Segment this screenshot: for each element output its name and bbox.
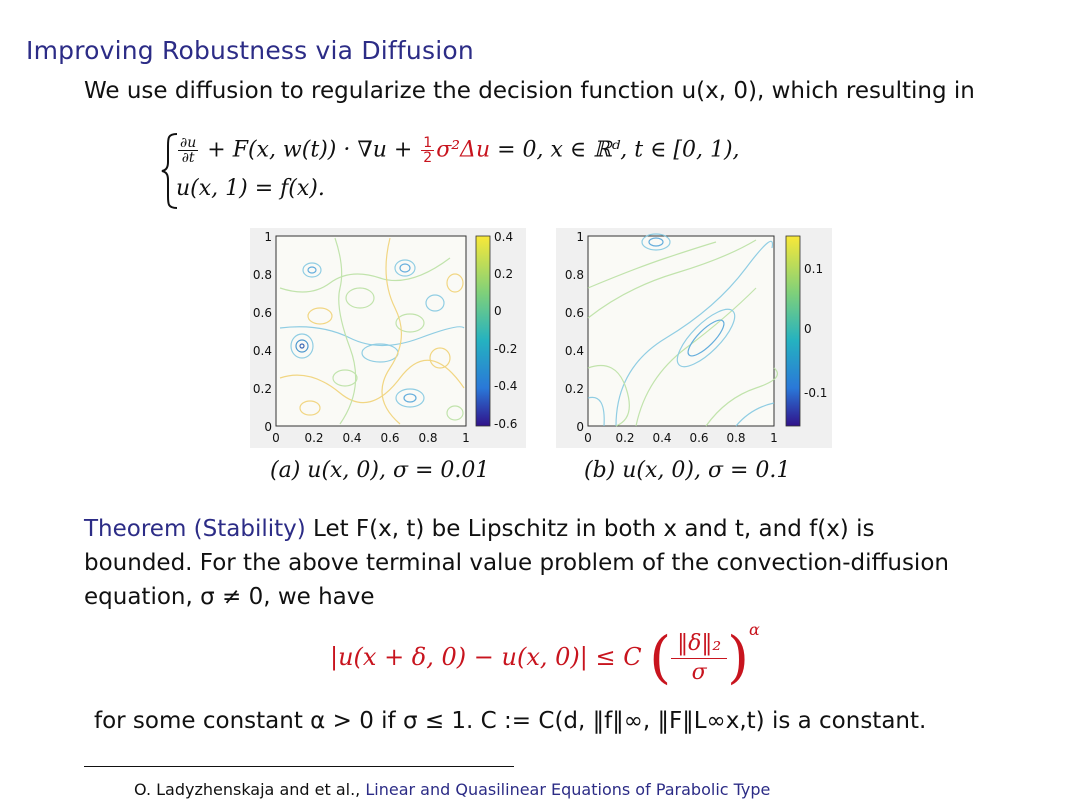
x-tick-b: 0.2 xyxy=(615,431,635,445)
caption-b: (b) u(x, 0), σ = 0.1 xyxy=(584,458,791,483)
y-tick-a: 0 xyxy=(264,420,272,434)
y-tick-a: 1 xyxy=(264,230,272,244)
y-tick-a: 0.4 xyxy=(252,344,272,358)
inequality-fraction xyxy=(671,630,727,687)
x-tick-a: 0 xyxy=(272,431,280,445)
pde-diffusion-term: σ²Δu xyxy=(436,137,491,163)
colorbar-a-tick: 0.4 xyxy=(494,230,514,244)
y-tick-b: 0 xyxy=(576,420,584,434)
x-tick-b: 0.8 xyxy=(726,431,746,445)
y-tick-b: 0.4 xyxy=(564,344,584,358)
colorbar-a-tick: -0.6 xyxy=(494,417,518,431)
inequality-numerator: ‖δ‖₂ xyxy=(671,630,727,659)
footnote xyxy=(134,780,770,799)
x-tick-a: 1 xyxy=(462,431,470,445)
contour-plot-a xyxy=(250,228,526,448)
inequality-denominator: σ xyxy=(691,659,707,685)
theorem-block xyxy=(84,512,984,614)
x-tick-a: 0.4 xyxy=(342,431,362,445)
half-fraction: $\frac{1}{2}$ xyxy=(423,135,433,166)
intro-text: We use diffusion to regularize the decision function u(x, 0), which resulting in xyxy=(84,78,975,104)
right-paren: ) xyxy=(727,625,750,691)
colorbar-b-tick: -0.1 xyxy=(804,386,828,400)
x-tick-b: 0.6 xyxy=(689,431,709,445)
pde-line-2: u(x, 1) = f(x). xyxy=(176,176,325,201)
inequality-exponent: α xyxy=(749,620,760,639)
pde-line-1-rhs: = 0, x ∈ ℝᵈ, t ∈ [0, 1), xyxy=(497,137,740,163)
y-tick-a: 0.6 xyxy=(252,306,272,320)
y-tick-b: 0.8 xyxy=(564,268,584,282)
caption-a: (a) u(x, 0), σ = 0.01 xyxy=(270,458,490,483)
y-tick-b: 0.2 xyxy=(564,382,584,396)
colorbar-a-tick: -0.2 xyxy=(494,342,518,356)
theorem-text-2: bounded. For the above terminal value problem of the convection-diffusion xyxy=(84,550,949,576)
y-tick-b: 1 xyxy=(576,230,584,244)
pde-line-1 xyxy=(176,136,740,165)
colorbar-b-tick: 0 xyxy=(804,322,812,336)
y-tick-b: 0.6 xyxy=(564,306,584,320)
footnote-rule xyxy=(84,766,514,767)
y-tick-a: 0.2 xyxy=(252,382,272,396)
x-tick-b: 1 xyxy=(770,431,778,445)
theorem-conclusion: for some constant α > 0 if σ ≤ 1. C := C(d, ‖f‖∞, ‖F‖L∞x,t) is a constant. xyxy=(94,708,927,734)
theorem-text-1: Let F(x, t) be Lipschitz in both x and t, and f(x) is xyxy=(313,516,875,542)
colorbar-b-tick: 0.1 xyxy=(804,262,824,276)
y-tick-a: 0.8 xyxy=(252,268,272,282)
colorbar-a-tick: -0.4 xyxy=(494,379,518,393)
theorem-label: Theorem (Stability) xyxy=(84,516,306,542)
inequality-lhs: |u(x + δ, 0) − u(x, 0)| ≤ C xyxy=(330,643,642,671)
colorbar-a-tick: 0.2 xyxy=(494,267,514,281)
left-paren: ( xyxy=(649,625,672,691)
colorbar-a-tick: 0 xyxy=(494,304,502,318)
pde-line-1-lhs: + F(x, w(t)) · ∇u + xyxy=(207,137,413,163)
x-tick-b: 0 xyxy=(584,431,592,445)
du-dt-fraction: $\frac{\partial u}{\partial t}$ xyxy=(180,135,197,166)
theorem-text-3: equation, σ ≠ 0, we have xyxy=(84,584,375,610)
x-tick-a: 0.2 xyxy=(304,431,324,445)
contour-plot-b xyxy=(556,228,832,448)
x-tick-b: 0.4 xyxy=(652,431,672,445)
x-tick-a: 0.6 xyxy=(380,431,400,445)
x-tick-a: 0.8 xyxy=(418,431,438,445)
stability-inequality xyxy=(330,620,760,691)
footnote-authors: O. Ladyzhenskaja and et al., xyxy=(134,780,361,799)
footnote-work: Linear and Quasilinear Equations of Parabolic Type xyxy=(365,780,771,799)
slide-title: Improving Robustness via Diffusion xyxy=(26,36,474,65)
